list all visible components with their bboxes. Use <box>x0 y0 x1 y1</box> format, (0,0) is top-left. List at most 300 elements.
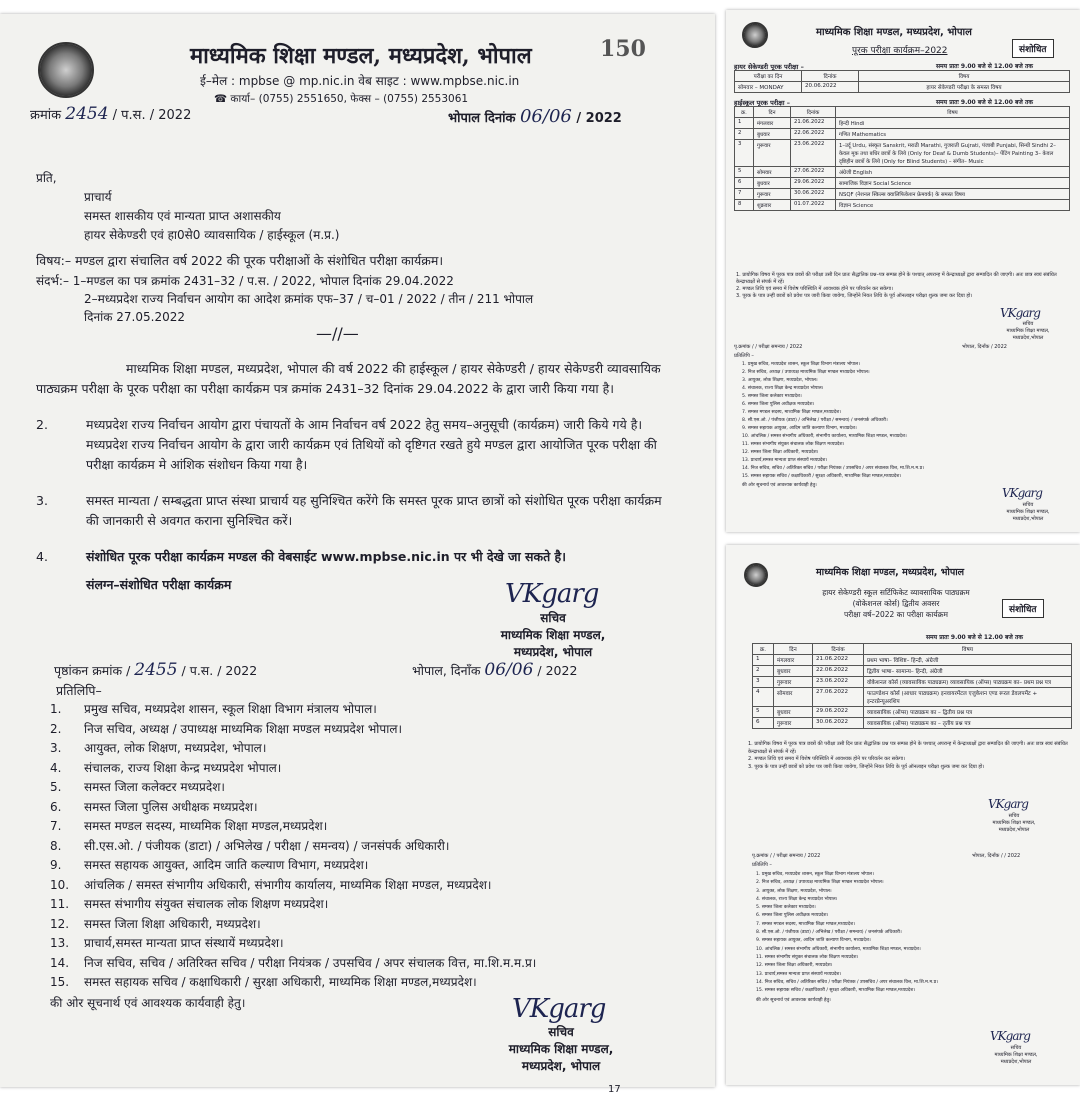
sign-block-2 <box>486 1024 636 1075</box>
list-item <box>50 700 690 720</box>
list-item <box>742 457 1062 465</box>
list-item <box>736 293 1066 300</box>
list-item-text: 11. समस्त संभागीय संयुक्त संचालक लोक शिक्षण मध्यप्रदेश। <box>756 954 859 960</box>
table-cell: 5 <box>753 707 774 718</box>
table-header: दिनांक <box>802 71 859 82</box>
table-cell: 3 <box>753 677 774 688</box>
sign-line: सचिव <box>1022 321 1034 327</box>
table-row <box>753 718 1072 729</box>
schedule-title: पूरक परीक्षा कार्यक्रम–2022 <box>852 46 948 56</box>
table-cell: 29.06.2022 <box>813 707 864 718</box>
table-cell: 01.07.2022 <box>791 200 836 211</box>
signature-2: VKgarg <box>512 994 606 1024</box>
list-item <box>756 929 1072 937</box>
hss-table <box>734 70 1070 93</box>
table-cell: 29.06.2022 <box>791 178 836 189</box>
date-label: भोपाल दिनांक <box>448 111 516 126</box>
list-item-text: 8. सी.एस.ओ. / पंजीयक (डाटा) / अभिलेख / परीक्षा / समन्वय) / जनसंपर्क अधिकारी। <box>742 418 888 423</box>
list-item-text: 1. प्रमुख सचिव, मध्यप्रदेश शासन, स्कूल शिक्षा विभाग मंत्रालय भोपाल। <box>742 362 860 367</box>
addressee-line: समस्त शासकीय एवं मान्यता प्राप्त अशासकीय <box>84 209 281 223</box>
list-item <box>742 441 1062 449</box>
list-item-text: 13. प्राचार्य,समस्त मान्यता प्राप्त संस्थायें मध्यप्रदेश। <box>742 458 828 463</box>
sign-line: मध्यप्रदेश, भोपाल <box>521 1059 601 1073</box>
sign-line: माध्यमिक शिक्षा मण्डल, <box>1006 328 1050 334</box>
list-item <box>736 286 1066 293</box>
sign-line: मध्यप्रदेश,भोपाल <box>1012 516 1044 522</box>
ref-item: 2–मध्यप्रदेश राज्य निर्वाचन आयोग का आदेश क्रमांक एफ–37 / च–01 / 2022 / तीन / 211 भोपाल <box>84 292 534 306</box>
endorse-line: पृ.क्रमांक / / परीक्षा समन्वय / 2022 <box>752 853 821 859</box>
table-cell: 21.06.2022 <box>791 118 836 129</box>
paragraph-1: माध्यमिक शिक्षा मण्डल, मध्यप्रदेश, भोपाल की वर्ष 2022 की हाईस्कूल / हायर सेकेण्डरी / हायर सेकेण्डरी व्यावसायिक पाठ्यक्रम परीक्षा के पूरक परीक्षा का परीक्षा कार्यक्रम पत्र क्रमांक 2431–32 दिनांक 29.04.2022 के द्वारा जारी किया गया है। <box>36 361 661 396</box>
list-item-text: 6. समस्त जिला पुलिस अधीक्षक मध्यप्रदेश। <box>756 913 829 919</box>
table-cell: गुरूवार <box>774 718 813 729</box>
phone-icon: ☎ <box>214 93 231 105</box>
closing: की ओर सूचनार्थ एवं आवश्यक कार्यवाही हेतु। <box>50 996 246 1010</box>
vocational-table <box>752 643 1072 729</box>
board-logo-icon <box>744 563 768 587</box>
list-item-text: 2. निज सचिव, अध्यक्ष / उपाध्यक्ष माध्यमिक शिक्षा मण्डल मध्यप्रदेश भोपाल। <box>742 370 870 375</box>
list-item <box>748 764 1072 772</box>
sign-line: माध्यमिक शिक्षा मण्डल, <box>508 1042 614 1056</box>
table-header: क्र. <box>753 644 774 655</box>
list-item <box>742 393 1062 401</box>
list-item-text: 14. निज सचिव, सचिव / अतिरिक्त सचिव / परीक्षा नियंत्रक / उपसचिव / अपर संचालक वित्त, मा.शि.म.म.प्र। <box>742 466 924 471</box>
table-cell: व्यावसायिक (ऑप्स) पाठ्यक्रम का – तृतीय प्रश्न पत्र <box>864 718 1072 729</box>
table-row <box>735 178 1070 189</box>
list-item-text: प्राचार्य,समस्त मान्यता प्राप्त संस्थायें मध्यप्रदेश। <box>84 936 284 950</box>
para-number: 4. <box>36 549 48 564</box>
endorse-suffix: / प.स. / 2022 <box>181 663 258 678</box>
list-item <box>50 915 690 935</box>
table-cell: विज्ञान Science <box>836 200 1070 211</box>
list-item <box>742 473 1062 481</box>
list-item <box>756 979 1072 987</box>
para-text: समस्त मान्यता / सम्बद्धता प्राप्त संस्था प्राचार्य यह सुनिश्चित करेंगे कि समस्त पूरक प्राप्त छात्रों को संशोधित पूरक परीक्षा कार्यक्रम की जानकारी से अवगत कराना सुनिश्चित करें। <box>86 493 662 528</box>
references-block <box>36 272 676 326</box>
list-item-text: 10. आंचलिक / समस्त संभागीय अधिकारी, संभागीय कार्यालय, माध्यमिक शिक्षा मण्डल, मध्यप्रदेश। <box>742 434 907 439</box>
table-cell: 6 <box>753 718 774 729</box>
email-web-line: ई–मेल : mpbse @ mp.nic.in वेब साइट : www.mpbse.nic.in <box>200 74 520 88</box>
list-item-number: 5. <box>50 780 62 794</box>
hs-time: समय प्रातः 9.00 बजे से 12.00 बजे तक <box>936 99 1033 106</box>
list-item <box>756 896 1072 904</box>
ref-heading: संदर्भ:– <box>36 274 69 288</box>
date-line <box>448 106 622 127</box>
table-cell: फाउण्डेशन कोर्स (आधार पाठ्यक्रम) इनवायरमेंटल एजुकेशन एण्ड रूरल डेवलपमेंट + इन्टरप्रेन्यूअरशिप <box>864 688 1072 707</box>
addressee-block <box>84 188 339 245</box>
table-cell: 23.06.2022 <box>791 140 836 167</box>
subject-line <box>36 252 443 269</box>
sign-line: मध्यप्रदेश,भोपाल <box>1000 1059 1032 1065</box>
table-cell: मंगलवार <box>774 655 813 666</box>
list-item-text: निज सचिव, अध्यक्ष / उपाध्यक्ष माध्यमिक शिक्षा मण्डल मध्यप्रदेश भोपाल। <box>84 721 403 736</box>
enclosure: संलग्न–संशोधित परीक्षा कार्यक्रम <box>86 577 232 592</box>
list-item-text: 3. पूरक के पात्र उन्हीं छात्रों को प्रवेश पत्र जारी किया जायेगा, जिन्होंने नियत तिथि के पूर्व ऑनलाइन परीक्षा शुल्क जमा कर दिया हो। <box>748 763 985 770</box>
table-cell: हिन्दी Hindi <box>836 118 1070 129</box>
list-item <box>742 361 1062 369</box>
endorse-date-label: भोपाल, दिनाँक <box>412 663 481 678</box>
table-cell: 27.06.2022 <box>791 167 836 178</box>
list-item <box>742 377 1062 385</box>
table-header: दिनांक <box>791 107 836 118</box>
addressee-line: हायर सेकेण्डरी एवं हा0से0 व्यावसायिक / हाईस्कूल (म.प्र.) <box>84 228 340 242</box>
table-cell: 2 <box>753 666 774 677</box>
table-row <box>753 707 1072 718</box>
list-item-text: 3. आयुक्त, लोक शिक्षण, मध्यप्रदेश, भोपाल। <box>756 888 832 894</box>
list-item-text: 12. समस्त जिला शिक्षा अधिकारी, मध्यप्रदेश। <box>742 450 819 455</box>
list-item <box>742 417 1062 425</box>
hss-label: हायर सेकेण्डरी पूरक परीक्षा – <box>734 63 804 71</box>
sign-line: माध्यमिक शिक्षा मण्डल, <box>500 628 606 642</box>
table-cell: 1 <box>735 118 754 129</box>
addressee-line: प्राचार्य <box>84 190 112 204</box>
list-item-text: 4. संचालक, राज्य शिक्षा केन्द्र मध्यप्रदेश भोपाल। <box>756 896 838 902</box>
sign-line: सचिव <box>1008 813 1020 819</box>
list-item-number: 14. <box>50 955 70 970</box>
list-item-number: 4. <box>50 760 62 775</box>
table-cell: बुधवार <box>754 129 791 140</box>
signature: VKgarg <box>988 797 1028 811</box>
sign-block <box>988 321 1068 342</box>
table-row <box>753 677 1072 688</box>
title-line: हायर सेकेण्डरी स्कूल सर्टिफिकेट व्यावसायिक पाठ्यक्रम <box>822 588 970 597</box>
table-cell: 23.06.2022 <box>813 677 864 688</box>
list-item-text: 8. सी.एस.ओ. / पंजीयक (डाटा) / अभिलेख / परीक्षा / समन्वय) / जनसंपर्क अधिकारी। <box>756 930 902 936</box>
phone-line <box>214 92 468 106</box>
table-header: दिन <box>774 644 813 655</box>
endorse-line <box>54 660 257 680</box>
list-item <box>742 425 1062 433</box>
table-cell: सोमवार <box>774 688 813 707</box>
supplementary-schedule-sheet <box>726 10 1080 532</box>
revised-badge: संशोधित <box>1002 599 1044 618</box>
endorse-line: पृ.क्रमांक / / परीक्षा समन्वय / 2022 <box>734 344 803 350</box>
list-item <box>50 798 690 818</box>
time: समय प्रातः 9.00 बजे से 12.00 बजे तक <box>926 634 1023 641</box>
endorse-number: 2455 <box>134 660 178 680</box>
endorse-date: 06/06 <box>484 660 534 680</box>
list-item-text: 15. समस्त सहायक सचिव / कक्षाधिकारी / सुरक्षा अधिकारी, माध्यमिक शिक्षा मण्डल,मध्यप्रदेश। <box>742 474 902 479</box>
list-item-number: 13. <box>50 936 70 950</box>
copy-label: प्रतिलिपि – <box>734 353 754 359</box>
list-item-number: 11. <box>50 897 70 911</box>
list-item-text: 15. समस्त सहायक सचिव / कक्षाधिकारी / सुरक्षा अधिकारी, माध्यमिक शिक्षा मण्डल,मध्यप्रदेश। <box>756 988 916 994</box>
table-cell: 4 <box>753 688 774 707</box>
list-item <box>50 934 690 954</box>
sign-line: सचिव <box>1022 502 1034 508</box>
list-item-text: 2. मण्डल तिथि एवं समय में विशेष परिस्थिति में आवश्यक होने पर परिवर्तन कर सकेगा। <box>748 756 905 762</box>
table-cell: सोमवार – MONDAY <box>735 82 802 93</box>
list-item-number: 7. <box>50 819 62 833</box>
notes <box>748 741 1072 771</box>
list-item <box>756 937 1072 945</box>
table-cell: व्यावसायिक (ऑप्स) पाठ्यक्रम का – द्वितीय प्रश्न पत्र <box>864 707 1072 718</box>
table-row <box>735 200 1070 211</box>
sign-block <box>974 813 1054 834</box>
page-number: 17 <box>608 1084 621 1095</box>
table-cell: 8 <box>735 200 754 211</box>
table-cell: बुधवार <box>774 666 813 677</box>
para-number: 2. <box>36 417 48 432</box>
ref-item: दिनांक 27.05.2022 <box>84 310 185 324</box>
list-item <box>742 433 1062 441</box>
sign-line: मध्यप्रदेश,भोपाल <box>998 827 1030 833</box>
board-name: माध्यमिक शिक्षा मण्डल, मध्यप्रदेश, भोपाल <box>816 27 972 38</box>
table-row <box>735 118 1070 129</box>
list-item-text: 1. प्रमुख सचिव, मध्यप्रदेश शासन, स्कूल शिक्षा विभाग मंत्रालय भोपाल। <box>756 872 874 877</box>
divider: —//— <box>316 324 359 343</box>
table-row <box>735 167 1070 178</box>
ref-label: क्रमांक <box>30 108 62 123</box>
table-header: दिनांक <box>813 644 864 655</box>
signature: VKgarg <box>1000 306 1040 320</box>
table-cell: शुक्रवार <box>754 200 791 211</box>
list-item-text: संचालक, राज्य शिक्षा केन्द्र मध्यप्रदेश भोपाल। <box>84 760 282 775</box>
list-item <box>756 871 1072 879</box>
list-item-text: 6. समस्त जिला पुलिस अधीक्षक मध्यप्रदेश। <box>742 402 815 407</box>
board-name: माध्यमिक शिक्षा मण्डल, मध्यप्रदेश, भोपाल <box>816 567 965 578</box>
main-letter-sheet <box>0 14 715 1095</box>
list-item <box>50 973 690 993</box>
list-item-number: 1. <box>50 702 62 716</box>
table-row <box>753 666 1072 677</box>
hs-label: हाईस्कूल पूरक परीक्षा – <box>734 99 791 107</box>
list-item <box>742 401 1062 409</box>
list-item-text: समस्त मण्डल सदस्य, माध्यमिक शिक्षा मण्डल,मध्यप्रदेश। <box>84 819 328 833</box>
list-item-text: समस्त संभागीय संयुक्त संचालक लोक शिक्षण मध्यप्रदेश। <box>84 897 329 911</box>
table-cell: 5 <box>735 167 754 178</box>
table-cell: वोकेशनल कोर्स (व्यावसायिक पाठ्यक्रम) व्यावसायिक (ऑप्स) पाठ्यक्रम का– प्रथम प्रश्न पत्र <box>864 677 1072 688</box>
para-text: संशोधित पूरक परीक्षा कार्यक्रम मण्डल की वेबसाईट www.mpbse.nic.in पर भी देखे जा सकते है। <box>86 549 566 564</box>
list-item <box>50 720 690 740</box>
table-cell: 30.06.2022 <box>813 718 864 729</box>
list-item-text: 2. मण्डल तिथि एवं समय में विशेष परिस्थिति में आवश्यक होने पर परिवर्तन कर सकेगा। <box>736 286 893 292</box>
table-header: परीक्षा का दिन <box>735 71 802 82</box>
list-item <box>756 946 1072 954</box>
list-item-text: 5. समस्त जिला कलेक्टर मध्यप्रदेश। <box>756 905 816 911</box>
revised-badge: संशोधित <box>1012 39 1054 58</box>
ref-suffix: / प.स. / 2022 <box>112 108 192 123</box>
list-item <box>50 759 690 779</box>
list-item-text: 10. आंचलिक / समस्त संभागीय अधिकारी, संभागीय कार्यालय, माध्यमिक शिक्षा मण्डल, मध्यप्रदेश। <box>756 946 921 952</box>
list-item <box>756 962 1072 970</box>
list-item-text: 4. संचालक, राज्य शिक्षा केन्द्र मध्यप्रदेश भोपाल। <box>742 386 824 391</box>
paragraph-2 <box>36 415 666 475</box>
copy-list <box>50 700 690 993</box>
table-cell: बुधवार <box>774 707 813 718</box>
copy-label: प्रतिलिपि– <box>56 683 102 698</box>
list-item <box>736 272 1066 286</box>
endorse-date-line <box>412 660 577 680</box>
list-item <box>742 369 1062 377</box>
table-header: दिन <box>754 107 791 118</box>
anniversary-logo: 150 <box>600 36 646 62</box>
sign-line: सचिव <box>548 1025 574 1039</box>
board-name: माध्यमिक शिक्षा मण्डल, मध्यप्रदेश, भोपाल <box>190 43 532 69</box>
list-item <box>756 921 1072 929</box>
table-cell: सामाजिक विज्ञान Social Science <box>836 178 1070 189</box>
list-item-number: 8. <box>50 838 62 853</box>
board-logo-icon <box>742 22 768 48</box>
date-year: / 2022 <box>576 111 622 126</box>
list-item-number: 2. <box>50 721 62 736</box>
list-item-text: 2. निज सचिव, अध्यक्ष / उपाध्यक्ष माध्यमिक शिक्षा मण्डल मध्यप्रदेश भोपाल। <box>756 880 884 886</box>
list-item <box>742 449 1062 457</box>
list-item-text: समस्त जिला शिक्षा अधिकारी, मध्यप्रदेश। <box>84 916 261 931</box>
list-item-text: 1. प्रायोगिक विषय में पूरक पात्र छात्रों की परीक्षा उसी दिन प्रातः सैद्धांतिक प्रश्न–पत्र सम्पन्न होने के पश्चात् अपरान्ह में केन्द्राध्यक्षों द्वारा सम्पादित की जाएगी। अतः छात्र स्वयं संबंधित केन्द्राध्यक्षों से संपर्क में रहें। <box>736 272 1057 285</box>
list-item <box>756 912 1072 920</box>
table-cell: गुरूवार <box>754 189 791 200</box>
sign-line: मध्यप्रदेश, भोपाल <box>513 645 593 659</box>
table-cell: 22.06.2022 <box>791 129 836 140</box>
body-paragraphs <box>36 359 666 595</box>
list-item-text: 12. समस्त जिला शिक्षा अधिकारी, मध्यप्रदेश। <box>756 963 833 969</box>
list-item <box>742 385 1062 393</box>
list-item <box>756 879 1072 887</box>
list-item-text: 7. समस्त मण्डल सदस्य, माध्यमिक शिक्षा मण्डल,मध्यप्रदेश। <box>742 410 841 415</box>
list-item-number: 12. <box>50 916 70 931</box>
list-item <box>748 741 1072 756</box>
table-cell: गणित Mathematics <box>836 129 1070 140</box>
table-cell: 1 <box>753 655 774 666</box>
list-item <box>50 876 690 896</box>
table-cell: 1–उर्दू Urdu, संस्कृत Sanskrit, मराठी Marathi, गुजराती Gujrati, पंजाबी Punjabi, सिन्धी Sindhi 2– केवल मूक तथा बधिर छात्रों के लिये (Only for Deaf & Dumb Students)– पेंटिंग Painting 3– केवल दृष्टिहीन छात्रों के लिये (Only for Blind Students) – संगीत– Music <box>836 140 1070 167</box>
list-item <box>50 895 690 915</box>
table-cell: NSQF (नेशनल स्किल्स क्वालिफिकेशन फ्रेमवर्क) के समस्त विषय <box>836 189 1070 200</box>
signature-2: VKgarg <box>990 1029 1030 1043</box>
list-item-number: 3. <box>50 741 62 755</box>
list-item <box>756 888 1072 896</box>
para-number: 3. <box>36 493 48 508</box>
list-item-text: समस्त सहायक सचिव / कक्षाधिकारी / सुरक्षा अधिकारी, माध्यमिक शिक्षा मण्डल,मध्यप्रदेश। <box>84 975 477 989</box>
sign-line: मध्यप्रदेश,भोपाल <box>1012 335 1044 341</box>
list-item-text: 9. समस्त सहायक आयुक्त, आदिम जाति कल्याण विभाग, मध्यप्रदेश। <box>756 938 871 944</box>
list-item <box>50 778 690 798</box>
notes <box>736 272 1066 300</box>
list-item <box>50 954 690 974</box>
board-logo-icon <box>38 42 94 98</box>
list-item-text: 11. समस्त संभागीय संयुक्त संचालक लोक शिक्षण मध्यप्रदेश। <box>742 442 845 447</box>
table-header: विषय <box>836 107 1070 118</box>
table-cell: 22.06.2022 <box>813 666 864 677</box>
sign-block-2 <box>988 502 1068 523</box>
table-cell: 7 <box>735 189 754 200</box>
list-item-text: 1. प्रायोगिक विषय में पूरक पात्र छात्रों की परीक्षा उसी दिन प्रातः सैद्धांतिक प्रश्न पत्र सम्पन्न होने के पश्चात् अपरान्ह में केन्द्राध्यक्षों द्वारा सम्पादित की जाएगी। अतः छात्र स्वयं संबंधित केन्द्राध्यक्षों से संपर्क में रहें। <box>748 741 1068 755</box>
list-item <box>756 904 1072 912</box>
table-cell: 21.06.2022 <box>813 655 864 666</box>
reference-line <box>30 104 191 124</box>
subject-text: मण्डल द्वारा संचालित वर्ष 2022 की पूरक परीक्षाओं के संशोधित परीक्षा कार्यक्रम। <box>75 253 444 268</box>
sign-line: माध्यमिक शिक्षा मण्डल, <box>1006 509 1050 515</box>
paragraph-4 <box>36 547 666 567</box>
table-cell: प्रथम भाषा– विशिष्ट– हिन्दी, अंग्रेजी <box>864 655 1072 666</box>
copy-list <box>756 871 1072 995</box>
list-item <box>742 465 1062 473</box>
list-item-text: समस्त जिला कलेक्टर मध्यप्रदेश। <box>84 780 225 794</box>
list-item-text: 5. समस्त जिला कलेक्टर मध्यप्रदेश। <box>742 394 802 399</box>
closing: की ओर सूचनार्थ एवं आवश्यक कार्यवाही हेतु। <box>756 998 831 1003</box>
table-cell: सोमवार <box>754 167 791 178</box>
list-item-text: आयुक्त, लोक शिक्षण, मध्यप्रदेश, भोपाल। <box>84 741 267 755</box>
list-item <box>756 954 1072 962</box>
hs-table <box>734 106 1070 211</box>
vocational-schedule-sheet <box>726 545 1080 1085</box>
sign-line: माध्यमिक शिक्षा मण्डल, <box>992 820 1036 826</box>
table-header: क्र. <box>735 107 754 118</box>
copy-label: प्रतिलिपि – <box>752 862 772 868</box>
endorse-date: भोपाल, दिनाँक / 2022 <box>962 344 1007 350</box>
copy-list <box>742 361 1062 481</box>
list-item-text: निज सचिव, सचिव / अतिरिक्त सचिव / परीक्षा नियंत्रक / उपसचिव / अपर संचालक वित्त, मा.शि.म.म.प्र। <box>84 955 537 970</box>
list-item <box>756 987 1072 995</box>
date-value: 06/06 <box>519 106 572 127</box>
endorse-label: पृष्ठांकन क्रमांक / <box>54 663 131 678</box>
list-item <box>748 756 1072 764</box>
list-item-text: प्रमुख सचिव, मध्यप्रदेश शासन, स्कूल शिक्षा विभाग मंत्रालय भोपाल। <box>84 702 377 716</box>
prati: प्रति, <box>36 171 57 185</box>
table-cell: 20.06.2022 <box>802 82 859 93</box>
list-item-number: 9. <box>50 858 62 872</box>
closing: की ओर सूचनार्थ एवं आवश्यक कार्यवाही हेतु। <box>742 483 817 488</box>
table-cell: अंग्रेजी English <box>836 167 1070 178</box>
list-item-text: समस्त जिला पुलिस अधीक्षक मध्यप्रदेश। <box>84 799 258 814</box>
list-item-number: 10. <box>50 877 70 892</box>
table-row <box>735 82 1070 93</box>
list-item <box>50 739 690 759</box>
table-cell: गुरूवार <box>774 677 813 688</box>
list-item <box>756 971 1072 979</box>
ref-item: 1–मण्डल का पत्र क्रमांक 2431–32 / प.स. / 2022, भोपाल दिनांक 29.04.2022 <box>72 274 454 288</box>
table-row <box>735 189 1070 200</box>
table-cell: मंगलवार <box>754 118 791 129</box>
ref-number: 2454 <box>65 104 109 124</box>
table-cell: 3 <box>735 140 754 167</box>
table-row <box>735 129 1070 140</box>
list-item-text: आंचलिक / समस्त संभागीय अधिकारी, संभागीय कार्यालय, माध्यमिक शिक्षा मण्डल, मध्यप्रदेश। <box>84 877 492 892</box>
table-row <box>735 140 1070 167</box>
list-item-text: 3. आयुक्त, लोक शिक्षण, मध्यप्रदेश, भोपाल। <box>742 378 818 383</box>
list-item-text: 14. निज सचिव, सचिव / अतिरिक्त सचिव / परीक्षा नियंत्रक / उपसचिव / अपर संचालक वित्त, मा.शि.म.म.प्र। <box>756 979 938 985</box>
list-item-text: सी.एस.ओ. / पंजीयक (डाटा) / अभिलेख / परीक्षा / समन्वय) / जनसंपर्क अधिकारी। <box>84 838 450 853</box>
table-cell: हायर सेकेण्डरी परीक्षा के समस्त विषय <box>859 82 1070 93</box>
endorse-year: / 2022 <box>537 663 578 678</box>
schedule-title <box>796 587 996 620</box>
signature-2: VKgarg <box>1002 486 1042 500</box>
table-cell: 27.06.2022 <box>813 688 864 707</box>
signature-1: VKgarg <box>505 579 599 609</box>
table-cell: 2 <box>735 129 754 140</box>
table-row <box>753 655 1072 666</box>
sign-block-2 <box>976 1045 1056 1066</box>
sign-line: सचिव <box>1010 1045 1022 1051</box>
table-cell: द्वितीय भाषा– सामान्य– हिन्दी, अंग्रेजी <box>864 666 1072 677</box>
paragraph-3 <box>36 491 666 531</box>
list-item <box>50 837 690 857</box>
list-item-text: 3. पूरक के पात्र उन्हीं छात्रों को प्रवेश पत्र जारी किया जायेगा, जिन्होंने नियत तिथि के पूर्व ऑनलाइन परीक्षा शुल्क जमा कर दिया हो। <box>736 293 973 299</box>
para-text: मध्यप्रदेश राज्य निर्वाचन आयोग द्वारा पंचायतों के आम निर्वाचन वर्ष 2022 हेतु समय–अनुसूची (कार्यक्रम) जारी किये गये है। मध्यप्रदेश राज्य निर्वाचन आयोग के द्वारा जारी कार्यक्रम एवं तिथियों को दृष्टिगत रखते हुये मण्डल द्वारा आयोजित पूरक परीक्षा की परीक्षा कार्यक्रम मे आंशिक संशोधन किया गया है। <box>86 417 657 472</box>
phone-text: कार्या– (0755) 2551650, फेक्स – (0755) 2553061 <box>230 93 469 105</box>
title-line: परीक्षा वर्ष–2022 का परीक्षा कार्यक्रम <box>843 610 949 619</box>
list-item-number: 15. <box>50 975 70 989</box>
list-item-text: 13. प्राचार्य,समस्त मान्यता प्राप्त संस्थायें मध्यप्रदेश। <box>756 971 842 977</box>
sign-line: सचिव <box>540 611 566 625</box>
hss-time: समय प्रातः 9.00 बजे से 12.00 बजे तक <box>936 63 1033 70</box>
list-item <box>50 856 690 876</box>
list-item <box>742 409 1062 417</box>
endorse-date: भोपाल, दिनाँक / / 2022 <box>972 853 1021 859</box>
list-item-text: 9. समस्त सहायक आयुक्त, आदिम जाति कल्याण विभाग, मध्यप्रदेश। <box>742 426 857 431</box>
list-item-text: समस्त सहायक आयुक्त, आदिम जाति कल्याण विभाग, मध्यप्रदेश। <box>84 858 369 872</box>
